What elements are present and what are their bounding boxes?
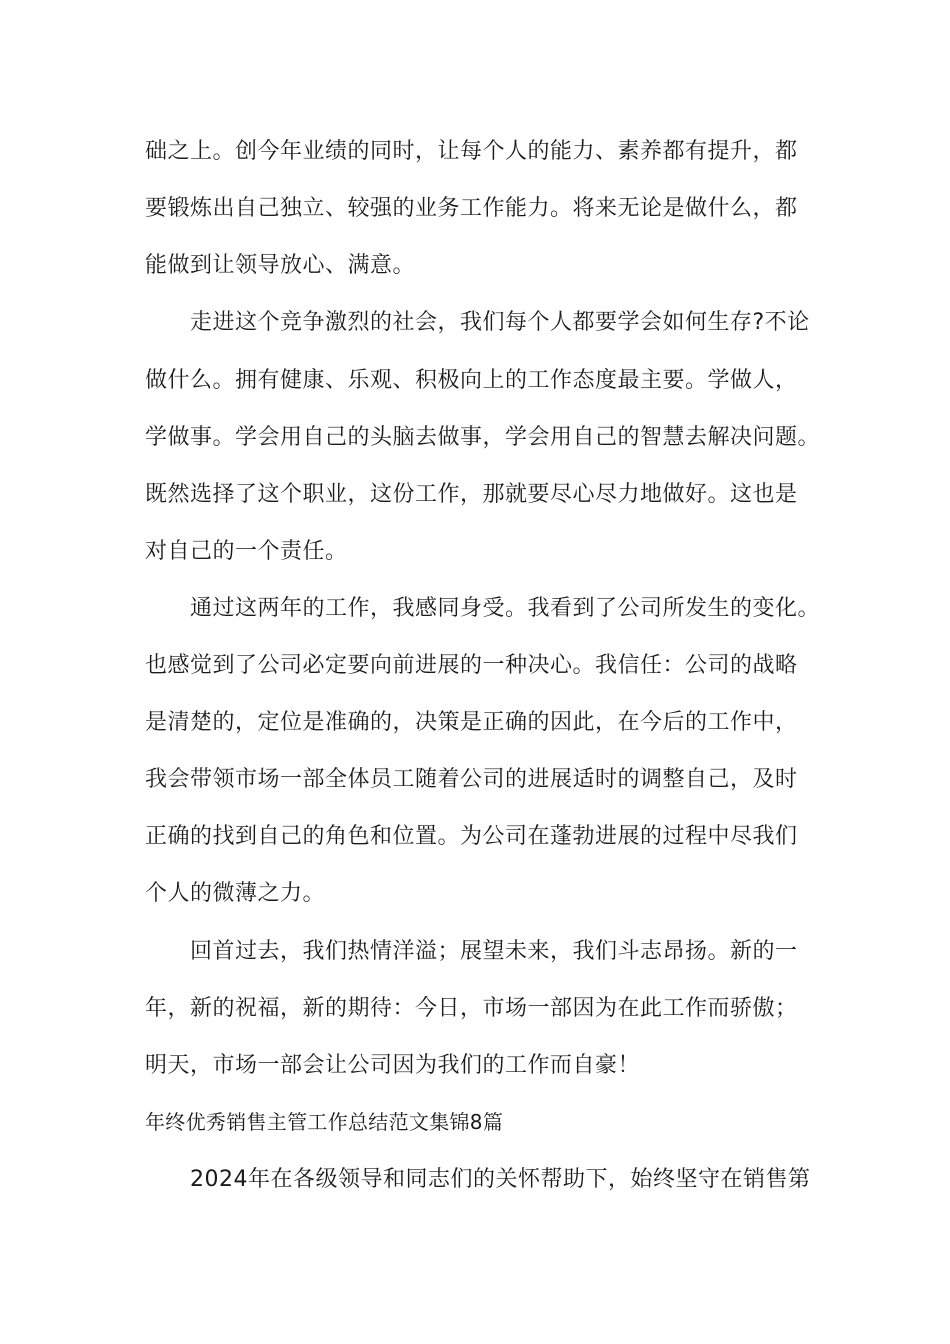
paragraph-3-line-5: 正确的找到自己的角色和位置。为公司在蓬勃进展的过程中尽我们 [145, 824, 798, 849]
paragraph-1-line-2: 要锻炼出自己独立、较强的业务工作能力。将来无论是做什么，都 [145, 196, 798, 221]
paragraph-4-line-1: 回首过去，我们热情洋溢；展望未来，我们斗志昂扬。新的一 [190, 939, 798, 964]
paragraph-3-line-3: 是清楚的，定位是准确的，决策是正确的因此，在今后的工作中， [145, 710, 798, 735]
paragraph-2-line-2: 做什么。拥有健康、乐观、积极向上的工作态度最主要。学做人， [145, 368, 798, 393]
paragraph-2-line-4: 既然选择了这个职业，这份工作，那就要尽心尽力地做好。这也是 [145, 482, 798, 507]
paragraph-4-line-2: 年，新的祝福，新的期待：今日，市场一部因为在此工作而骄傲； [145, 996, 798, 1021]
paragraph-3-line-4: 我会带领市场一部全体员工随着公司的进展适时的调整自己，及时 [145, 767, 798, 792]
final-paragraph-line-1: 2024年在各级领导和同志们的关怀帮助下，始终坚守在销售第 [190, 1167, 811, 1192]
paragraph-2-line-1: 走进这个竞争激烈的社会，我们每个人都要学会如何生存?不论 [190, 310, 810, 335]
paragraph-4-line-3: 明天，市场一部会让公司因为我们的工作而自豪！ [145, 1053, 641, 1078]
paragraph-3-line-2: 也感觉到了公司必定要向前进展的一种决心。我信任：公司的战略 [145, 653, 798, 678]
paragraph-2-line-5: 对自己的一个责任。 [145, 539, 348, 564]
section-heading: 年终优秀销售主管工作总结范文集锦8篇 [145, 1110, 504, 1134]
paragraph-1-line-3: 能做到让领导放心、满意。 [145, 253, 416, 278]
paragraph-3-line-6: 个人的微薄之力。 [145, 881, 326, 906]
paragraph-3-line-1: 通过这两年的工作，我感同身受。我看到了公司所发生的变化。 [190, 596, 821, 621]
paragraph-2-line-3: 学做事。学会用自己的头脑去做事，学会用自己的智慧去解决问题。 [145, 425, 821, 450]
paragraph-1-line-1: 础之上。创今年业绩的同时，让每个人的能力、素养都有提升，都 [145, 139, 798, 164]
